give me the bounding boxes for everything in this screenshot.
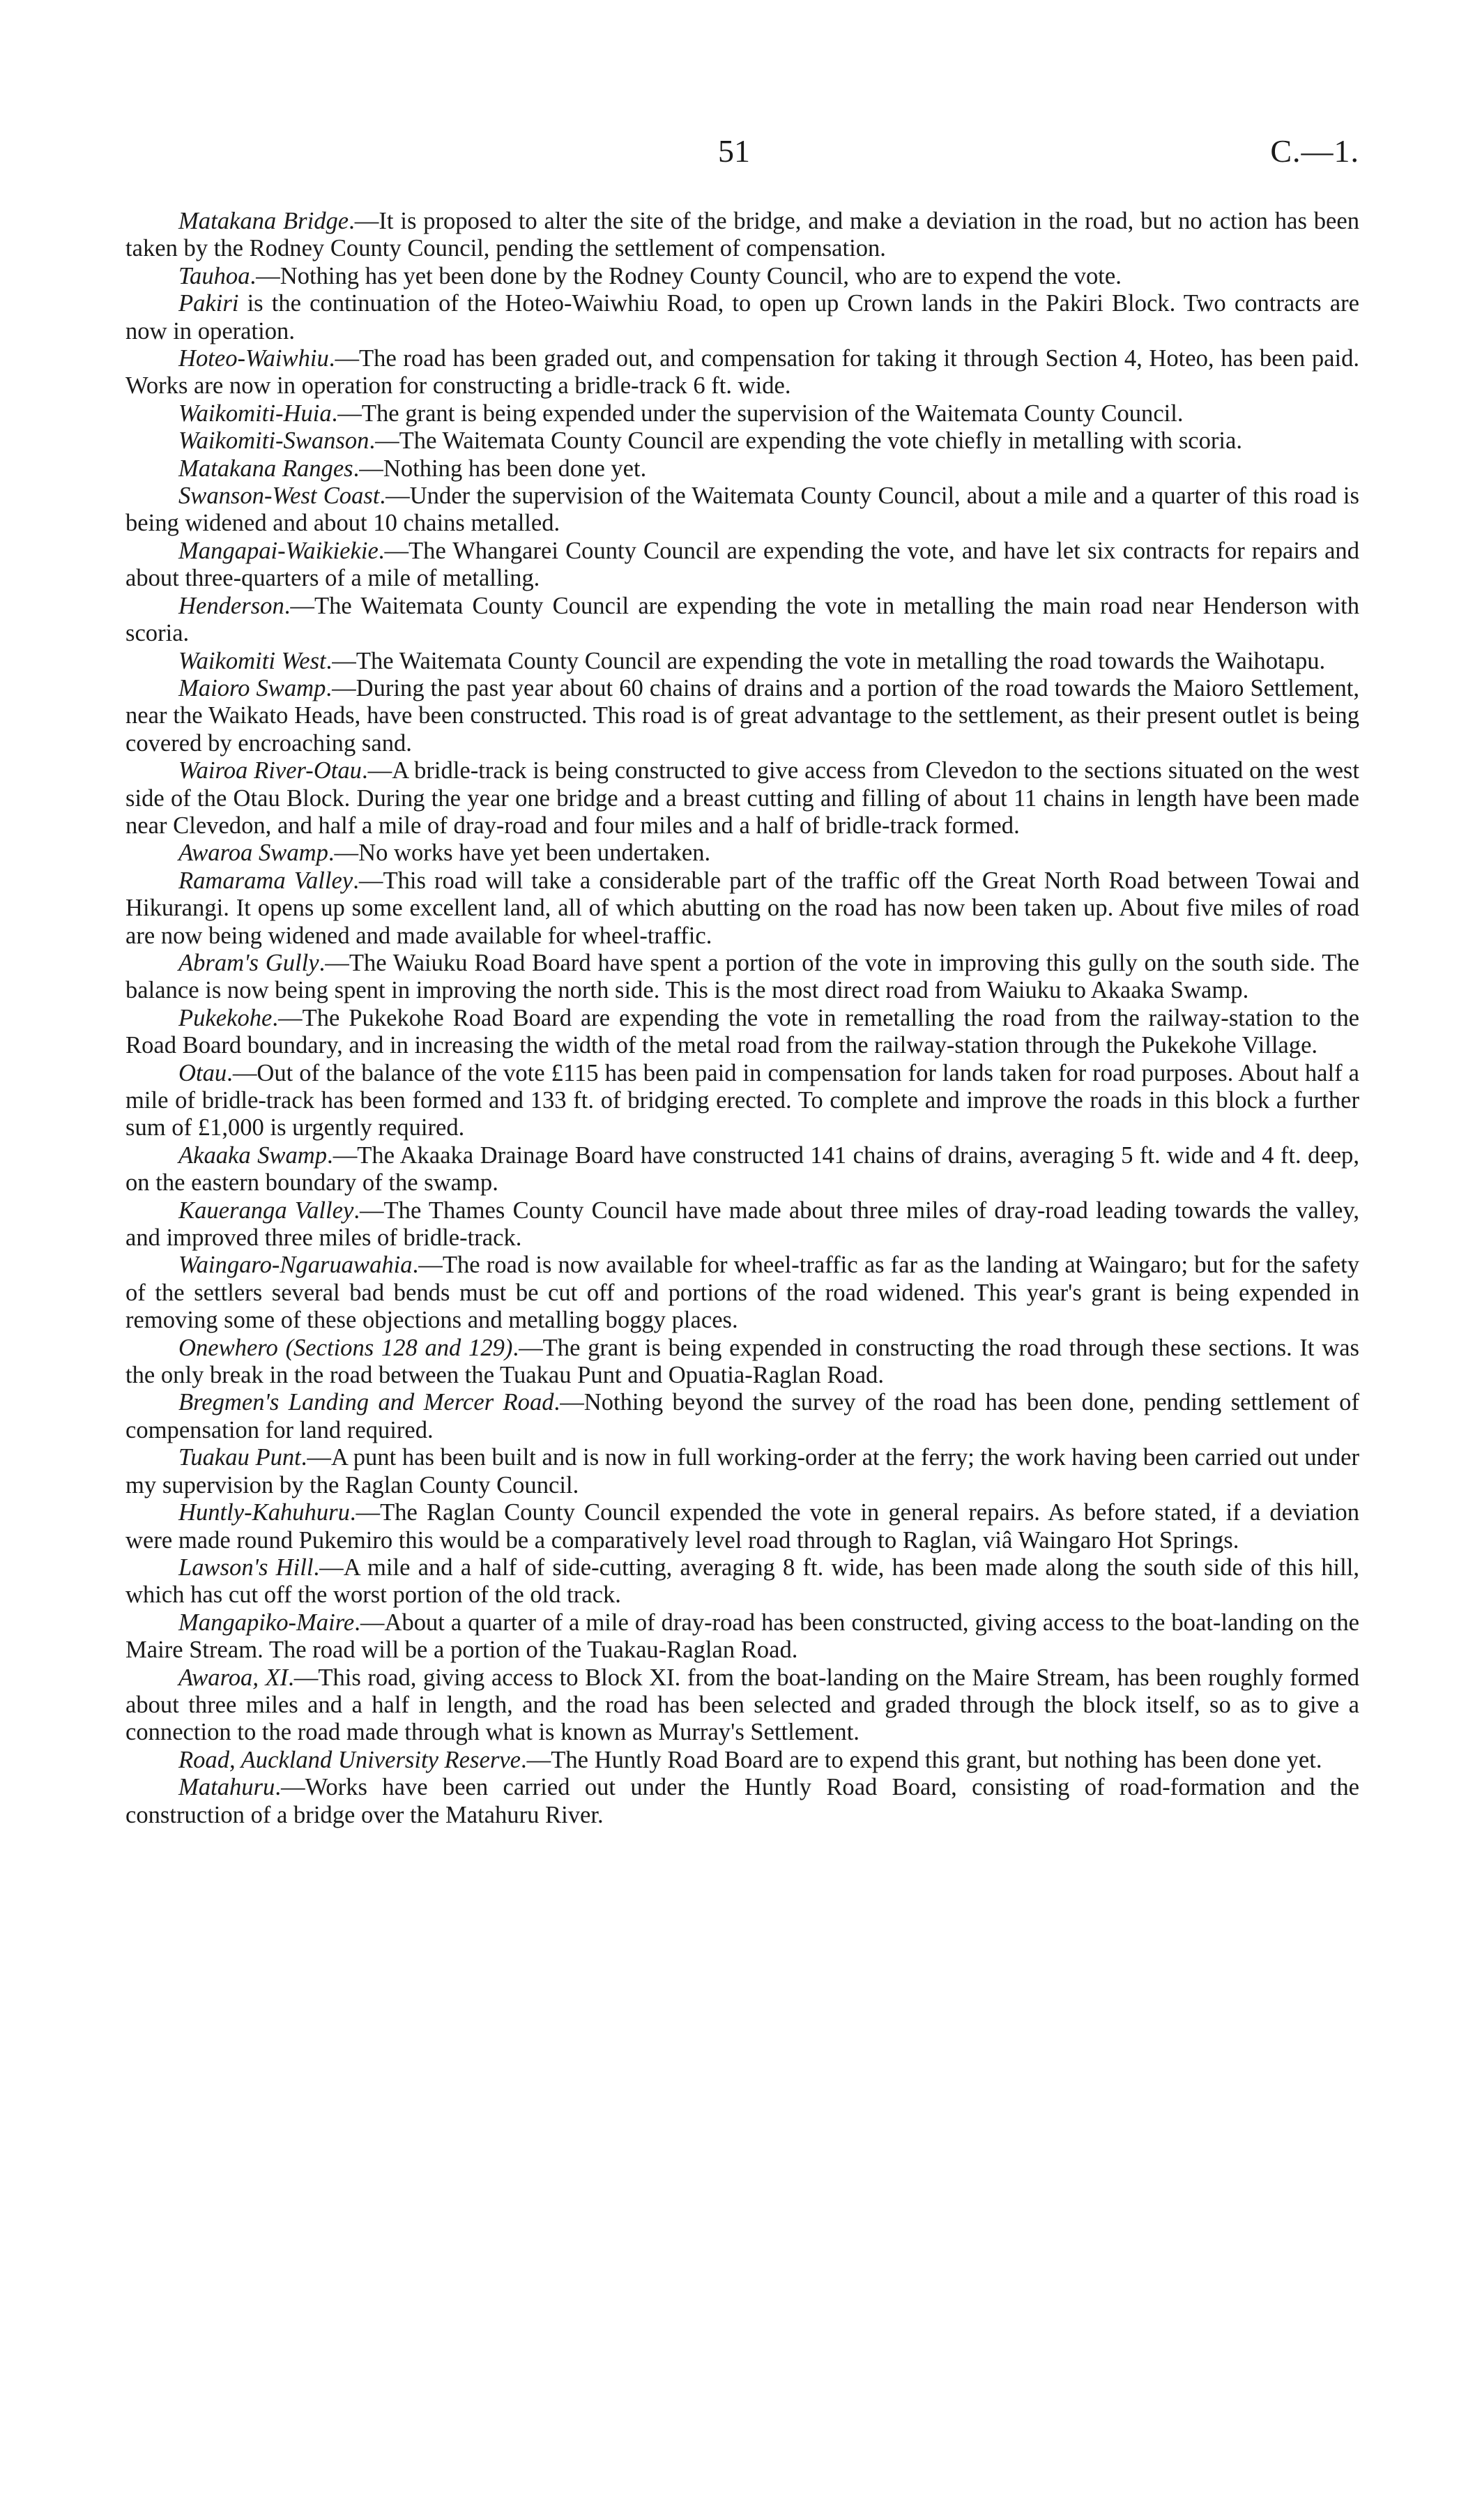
entry-title: Waikomiti-Huia .—: [178, 400, 362, 427]
entry-waikomiti-huia: [125, 400, 1359, 427]
entry-henderson: [125, 593, 1359, 648]
entry-title: Lawson's Hill .—: [178, 1554, 344, 1581]
entry-title: Matahuru .—: [178, 1774, 305, 1800]
entry-text: The Waitemata County Council are expending the vote chiefly in metalling with scoria.: [399, 427, 1243, 455]
entry-text: The Waitemata County Council are expending the vote in metalling the road towards the Waihotapu.: [356, 647, 1326, 674]
entry-abrams-gully: [125, 950, 1359, 1005]
document-reference: C.—1.: [1270, 133, 1359, 169]
entry-text: During the past year about 60 chains of drains and a portion of the road towards the Maioro Settlement, near the Waikato Heads, have been constructed. This road is of great advantage to the settlement, as their present outlet is being covered by encroaching sand.: [125, 674, 1359, 757]
entry-title: Awaroa, XI .—: [178, 1664, 318, 1691]
entry-text: The Akaaka Drainage Board have constructed 141 chains of drains, averaging 5 ft. wide and 4 ft. deep, on the eastern boundary of the swamp.: [125, 1141, 1359, 1197]
entry-bregmens-landing: [125, 1389, 1359, 1444]
entry-title-plain: [178, 290, 247, 317]
entry-otau: [125, 1060, 1359, 1142]
page-header: [125, 132, 1359, 181]
entry-title: Waikomiti West .—: [178, 648, 356, 674]
entry-title: Waingaro-Ngaruawahia .—: [178, 1252, 443, 1278]
report-entries: [125, 208, 1359, 1829]
entry-title: Maioro Swamp .—: [178, 675, 356, 701]
entry-matahuru: [125, 1774, 1359, 1829]
entry-title: Pakiri: [178, 290, 239, 317]
page-number: 51: [718, 133, 750, 169]
entry-mangapiko-maire: [125, 1609, 1359, 1664]
entry-text: Nothing has been done yet.: [383, 455, 647, 482]
entry-title: Henderson .—: [178, 593, 314, 619]
entry-ramarama-valley: [125, 867, 1359, 950]
entry-text: A bridle-track is being constructed to give access from Clevedon to the sections situated on the west side of the Otau Block. During the year one bridge and a breast cutting and filling of about 11 chains in length have been made near Clevedon, and half a mile of dray-road and four miles and a half of bridle-track formed.: [125, 757, 1359, 839]
entry-text: This road will take a considerable part of the traffic off the Great North Road between Towai and Hikurangi. It opens up some excellent land, all of which abutting on the road has now been taken up. About five miles of road are now being widened and made available for wheel-traffic.: [125, 867, 1359, 949]
entry-title: Onewhero (Sections 128 and 129) .—: [178, 1335, 543, 1361]
entry-text: Under the supervision of the Waitemata County Council, about a mile and a quarter of this road is being widened and about 10 chains metalled.: [125, 483, 1359, 537]
entry-title: Tuakau Punt .—: [178, 1444, 331, 1471]
entry-text: The Pukekohe Road Board are expending the vote in remetalling the road from the railway-station to the Road Board boundary, and in increasing the width of the metal road from the railway-station through the Pukekohe Village.: [125, 1004, 1359, 1059]
entry-text: A mile and a half of side-cutting, averaging 8 ft. wide, has been made along the south side of this hill, which has cut off the worst portion of the old track.: [125, 1554, 1359, 1609]
entry-title: Pukekohe .—: [178, 1005, 303, 1031]
entry-text: The Huntly Road Board are to expend this grant, but nothing has been done yet.: [551, 1746, 1322, 1773]
document-page: [125, 132, 1359, 1829]
entry-kaueranga-valley: [125, 1197, 1359, 1252]
entry-matakana-bridge: [125, 208, 1359, 263]
entry-title: Mangapiko-Maire .—: [178, 1609, 384, 1636]
entry-text: The grant is being expended under the supervision of the Waitemata County Council.: [361, 400, 1184, 427]
entry-title: Akaaka Swamp .—: [178, 1142, 357, 1169]
entry-awaroa-swamp: [125, 840, 1359, 867]
entry-mangapai-waikiekie: [125, 538, 1359, 593]
entry-text: The Thames County Council have made about three miles of dray-road leading towards the valley, and improved three miles of bridle-track.: [125, 1197, 1360, 1252]
entry-title: Ramarama Valley .—: [178, 867, 383, 894]
entry-title: Awaroa Swamp .—: [178, 840, 358, 866]
entry-text: No works have yet been undertaken.: [358, 840, 711, 867]
entry-text: It is proposed to alter the site of the bridge, and make a deviation in the road, but no action has been taken by the Rodney County Council, pending the settlement of compensation.: [125, 208, 1359, 262]
entry-pukekohe: [125, 1005, 1359, 1060]
entry-title: Waikomiti-Swanson .—: [178, 427, 399, 454]
entry-text: Nothing has yet been done by the Rodney County Council, who are to expend the vote.: [280, 262, 1122, 289]
entry-title: Swanson-West Coast .—: [178, 483, 410, 509]
entry-text: The Waiuku Road Board have spent a portion of the vote in improving this gully on the south side. The balance is now being spent in improving the north side. This is the most direct road from Waiuku to Akaaka Swamp.: [125, 949, 1359, 1004]
entry-title: Road, Auckland University Reserve .—: [178, 1747, 551, 1773]
entry-text: About a quarter of a mile of dray-road has been constructed, giving access to the boat-landing on the Maire Stream. The road will be a portion of the Tuakau-Raglan Road.: [125, 1609, 1359, 1664]
entry-text: The Whangarei County Council are expending the vote, and have let six contracts for repairs and about three-quarters of a mile of metalling.: [125, 537, 1359, 592]
entry-awaroa-xi: [125, 1664, 1359, 1747]
entry-text: A punt has been built and is now in full working-order at the ferry; the work having been carried out under my supervision by the Raglan County Council.: [125, 1444, 1359, 1498]
entry-text: The Raglan County Council expended the vote in general repairs. As before stated, if a deviation were made round Pukemiro this would be a comparatively level road through to Raglan, viâ Waingaro Hot Springs.: [125, 1499, 1359, 1554]
entry-title: Abram's Gully .—: [178, 950, 349, 976]
entry-tuakau-punt: [125, 1444, 1359, 1499]
entry-text: Out of the balance of the vote £115 has been paid in compensation for lands taken for road purposes. About half a mile of bridle-track has been formed and 133 ft. of bridging erected. To complete and improve the roads in this block a further sum of £1,000 is urgently required.: [125, 1059, 1359, 1141]
entry-text: The grant is being expended in constructing the road through these sections. It was the only break in the road between the Tuakau Punt and Opuatia-Raglan Road.: [125, 1334, 1360, 1389]
entry-matakana-ranges: [125, 455, 1359, 483]
entry-maioro-swamp: [125, 675, 1359, 757]
entry-title: Matakana Bridge .—: [178, 208, 379, 234]
entry-title: Otau .—: [178, 1060, 257, 1086]
entry-title: Mangapai-Waikiekie .—: [178, 538, 408, 564]
entry-title: Bregmen's Landing and Mercer Road .—: [178, 1389, 584, 1415]
entry-swanson-west-coast: [125, 483, 1359, 538]
entry-wairoa-river-otau: [125, 757, 1359, 840]
entry-pakiri: [125, 290, 1359, 345]
entry-text: Works have been carried out under the Huntly Road Board, consisting of road-formation and the construction of a bridge over the Matahuru River.: [125, 1774, 1359, 1828]
entry-title: Huntly-Kahuhuru .—: [178, 1499, 380, 1526]
entry-onewhero: [125, 1335, 1359, 1390]
entry-huntly-kahuhuru: [125, 1499, 1359, 1554]
entry-tauhoa: [125, 263, 1359, 290]
entry-waikomiti-swanson: [125, 427, 1359, 455]
entry-text: Nothing beyond the survey of the road has been done, pending settlement of compensation for land required.: [125, 1389, 1359, 1443]
entry-title: Wairoa River-Otau .—: [178, 757, 392, 784]
entry-title: Kaueranga Valley .—: [178, 1197, 384, 1224]
entry-text: The road is now available for wheel-traffic as far as the landing at Waingaro; but for the safety of the settlers several bad bends must be cut off and portions of the road widened. This year's grant is being expended in removing some of these objections and metalling boggy places.: [125, 1252, 1359, 1334]
entry-text: The Waitemata County Council are expending the vote in metalling the main road near Henderson with scoria.: [125, 592, 1359, 647]
entry-text: is the continuation of the Hoteo-Waiwhiu Road, to open up Crown lands in the Pakiri Block. Two contracts are now in operation.: [125, 290, 1359, 344]
entry-title: Matakana Ranges .—: [178, 455, 383, 482]
entry-auckland-university-reserve: [125, 1747, 1359, 1774]
entry-lawsons-hill: [125, 1554, 1359, 1609]
entry-title: Tauhoa .—: [178, 263, 280, 289]
entry-text: The road has been graded out, and compensation for taking it through Section 4, Hoteo, has been paid. Works are now in operation for constructing a bridle-track 6 ft. wide.: [125, 345, 1359, 400]
entry-hoteo-waiwhiu: [125, 345, 1359, 400]
entry-title: Hoteo-Waiwhiu .—: [178, 345, 359, 372]
entry-waikomiti-west: [125, 648, 1359, 675]
entry-akaaka-swamp: [125, 1142, 1359, 1197]
entry-waingaro-ngaruawahia: [125, 1252, 1359, 1334]
entry-text: This road, giving access to Block XI. from the boat-landing on the Maire Stream, has been roughly formed about three miles and a half in length, and the road has been selected and graded through the block itself, so as to give a connection to the road made through what is known as Murray's Settlement.: [125, 1664, 1359, 1746]
